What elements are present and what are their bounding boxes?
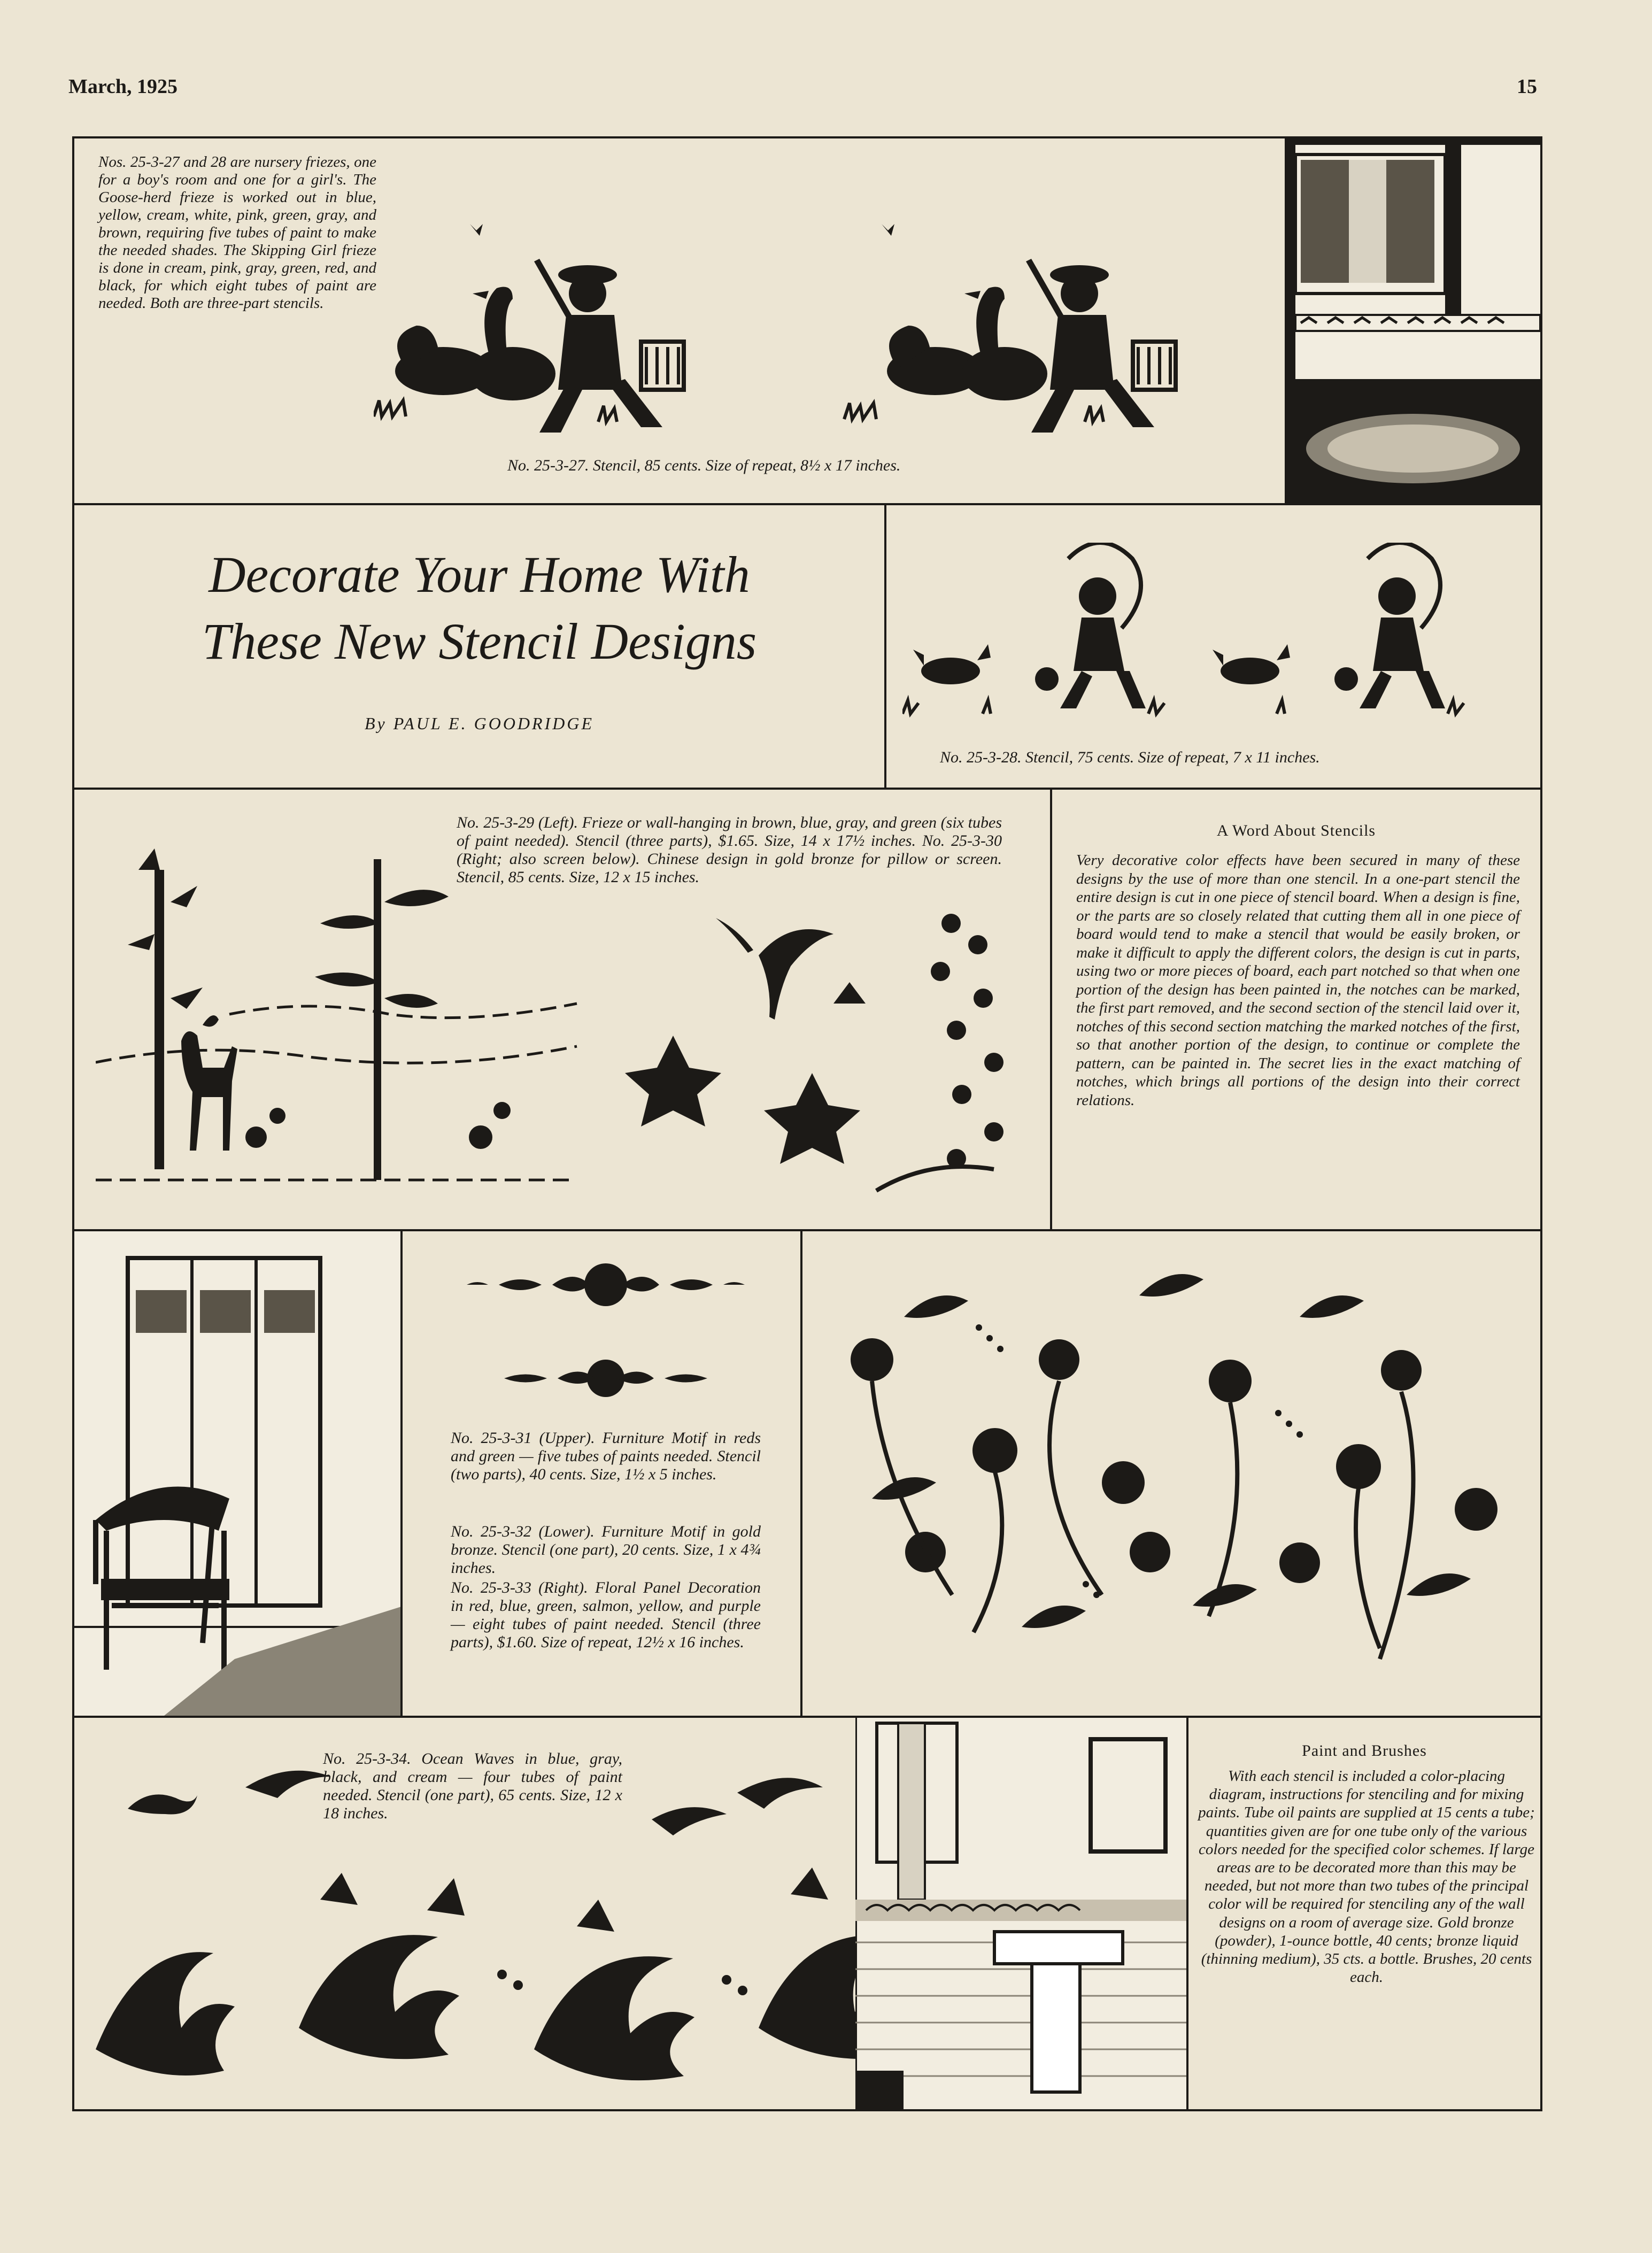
skipping-girl-panel: [884, 503, 1542, 790]
chinese-designs-panel: [72, 788, 1052, 1231]
title-panel: [72, 503, 886, 790]
nursery-friezes-note: Nos. 25-3-27 and 28 are nursery friezes, one for a boy's room and one for a girl's. The Goose-herd frieze is worked out in blue, yellow, cream, white, pink, green, gray, and brown, requiring five tubes of paint to make the needed shades. The Skipping Girl frieze is done in cream, pink, gray, green, red, and black, for which eight tubes of paint are needed. Both are three-part stencils.: [98, 153, 376, 312]
word-about-stencils-panel: [1050, 788, 1542, 1231]
byline: By PAUL E. GOODRIDGE: [365, 714, 594, 733]
bathroom-photo: [855, 1718, 1188, 2111]
goose-herd-panel: [72, 136, 1542, 505]
ocean-waves-illustration: [96, 1750, 951, 2097]
page-number: 15: [1517, 75, 1537, 98]
word-about-stencils-body: Very decorative color effects have been secured in many of these designs by the use of more than one stencil. In a one-part stencil the entire design is cut in one piece of stencil board. When a design is fine, or the parts are so closely related that cutting them all in one piece of board would tend to make a stencil that would be easily broken, or make it difficult to apply the different colors, the design is cut in parts, using two or more pieces of board, each part notched so that when one portion of the design has been painted in, the notches can be marked, the first part removed, and the second section of the stencil laid over it, notches of this second section matching the marked notches of the first, so that another portion of the design, to continue or complete the pattern, can be painted in. The secret lies in the exact matching of notches, which brings all portions of the design into their correct relations.: [1076, 852, 1520, 1109]
furniture-motif-lower: [483, 1349, 729, 1408]
goose-herd-illustration: [374, 208, 1373, 459]
article-title-line1: Decorate Your Home With: [209, 546, 750, 603]
bathroom-photo-panel: [855, 1716, 1188, 2111]
screen-and-chair-photo: [74, 1231, 403, 1718]
furniture-motif-lower-caption: No. 25-3-32 (Lower). Furniture Motif in gold bronze. Stencil (one part), 20 cents. Size, 1 x 4¾ inches.: [451, 1523, 761, 1577]
paint-and-brushes-heading: Paint and Brushes: [1302, 1742, 1427, 1760]
furniture-motif-upper-caption: No. 25-3-31 (Upper). Furniture Motif in reds and green — five tubes of paints needed. Stencil (two parts), 40 cents. Size, 1½ x 5 inches.: [451, 1429, 761, 1483]
screen-chair-photo-panel: [72, 1229, 403, 1718]
furniture-motif-upper: [467, 1253, 745, 1317]
bamboo-deer-frieze: [96, 838, 588, 1212]
word-about-stencils-heading: A Word About Stencils: [1216, 822, 1376, 839]
article-title-line2: These New Stencil Designs: [202, 613, 757, 670]
chinese-designs-caption: No. 25-3-29 (Left). Frieze or wall-hanging in brown, blue, gray, and green (six tubes of paint needed). Stencil (three parts), $1.65. Size, 14 x 17½ inches. No. 25-3-30 (Right; also screen below). Chinese design in gold bronze for pillow or screen. Stencil, 85 cents. Size, 12 x 15 inches.: [457, 814, 1002, 886]
nursery-room-photo: [1285, 138, 1540, 505]
paint-and-brushes-body: With each stencil is included a color-placing diagram, instructions for stenciling and for mixing paints. Tube oil paints are supplied at 15 cents a tube; quantities given are for one tube only of the various colors needed for the specified color schemes. If large areas are to be decorated more than this may be needed, but not more than two tubes of the principal color will be required for stenciling any of the wall designs on a room of average size. Gold bronze (powder), 1-ounce bottle, 40 cents; bronze liquid (thinning medium), 35 cts. a bottle. Brushes, 20 cents each.: [1198, 1768, 1535, 1986]
floral-panel-illustration: [819, 1253, 1530, 1702]
skipping-girl-caption: No. 25-3-28. Stencil, 75 cents. Size of repeat, 7 x 11 inches.: [940, 749, 1320, 766]
issue-date: March, 1925: [68, 75, 178, 98]
ocean-waves-panel: [72, 1716, 975, 2111]
chinese-bird-floral-design: [609, 891, 1037, 1223]
paint-and-brushes-panel: [1186, 1716, 1542, 2111]
ocean-waves-caption: No. 25-3-34. Ocean Waves in blue, gray, black, and cream — four tubes of paint needed. Stencil (one part), 65 cents. Size, 12 x 18 inches.: [323, 1750, 622, 1822]
floral-panel-caption: No. 25-3-33 (Right). Floral Panel Decoration in red, blue, green, salmon, yellow, and purple — eight tubes of paint needed. Stencil (three parts), $1.60. Size of repeat, 12½ x 16 inches.: [451, 1579, 761, 1651]
floral-panel-design-panel: [800, 1229, 1542, 1718]
skipping-girl-illustration: [902, 543, 1528, 724]
goose-herd-caption: No. 25-3-27. Stencil, 85 cents. Size of repeat, 8½ x 17 inches.: [507, 457, 901, 474]
furniture-motifs-panel: [400, 1229, 802, 1718]
